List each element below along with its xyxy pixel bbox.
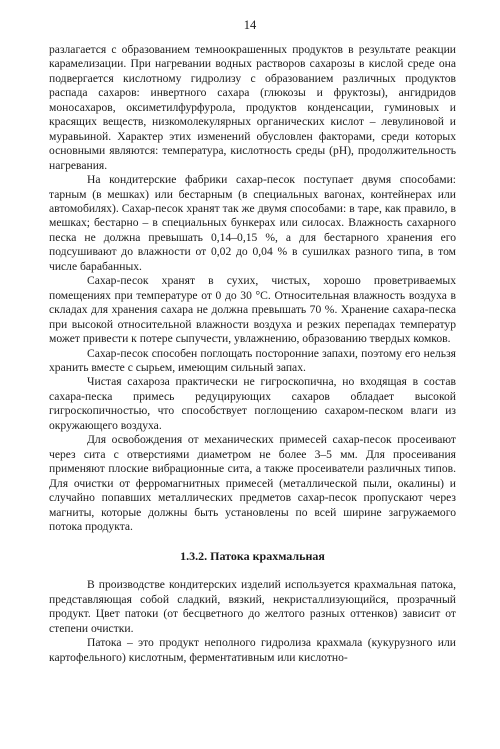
paragraph-starch-syrup-definition: Патока – это продукт неполного гидролиза крахмала (кукурузного или картофельного) кислотным, ферментативным или кислотно- — [49, 636, 456, 664]
paragraph-delivery-methods: На кондитерские фабрики сахар-песок поступает двумя способами: тарным (в мешках) или бестарным (в специальных вагонах, контейнерах или автомобилях). Сахар-песок хранят так же двумя способами: в таре, как правило, в мешках; бестарно – в специальных бункерах или силосах. Влажность сахарного песка не должна превышать 0,14–0,15 %, а для бестарного хранения его подсушивают до влажности от 0,02 до 0,04 % в сушилках разного типа, в том числе барабанных. — [49, 173, 456, 273]
page-body-text — [49, 43, 456, 665]
paragraph-sifting: Для освобождения от механических примесей сахар-песок просеивают через сита с отверстиями диаметром не более 3–5 мм. Для просеивания применяют плоские вибрационные сита, а также просеиватели различных типов. Для очистки от ферромагнитных примесей (металлической пыли, окалины) и случайно попавших металлических предметов сахар-песок пропускают через магниты, которые должны быть установлены по всей ширине загружаемого потока продукта. — [49, 433, 456, 533]
paragraph-odor-absorption: Сахар-песок способен поглощать посторонние запахи, поэтому его нельзя хранить вместе с сырьем, имеющим сильный запах. — [49, 346, 456, 374]
section-heading: 1.3.2. Патока крахмальная — [180, 549, 325, 564]
page-number: 14 — [243, 18, 257, 32]
paragraph-starch-syrup-intro: В производстве кондитерских изделий используется крахмальная патока, представляющая собой сладкий, вязкий, некристаллизующийся, прозрачный продукт. Цвет патоки (от бесцветного до желтого разных оттенков) зависит от степени очистки. — [49, 578, 456, 635]
paragraph-hygroscopicity: Чистая сахароза практически не гигроскопична, но входящая в состав сахара-песка примесь редуцирующих сахаров обладает высокой гигроскопичностью, что способствует поглощению сахаром-песком влаги из окружающего воздуха. — [49, 375, 456, 432]
paragraph-storage-conditions: Сахар-песок хранят в сухих, чистых, хорошо проветриваемых помещениях при температуре от 0 до 30 °C. Относительная влажность воздуха в складах для хранения сахара не должна превышать 70 %. Хранение сахара-песка при высокой относительной влажности воздуха и резких перепадах температур может привести к потере сыпучести, увлажнению, образованию твердых комков. — [49, 274, 456, 346]
paragraph-caramelization: разлагается с образованием темноокрашенных продуктов в результате реакции карамелизации. При нагревании водных растворов сахарозы в кислой среде она подвергается кислотному гидролизу с образованием различных продуктов распада сахаров: инвертного сахара (глюкозы и фруктозы), ангидридов моносахаров, оксиметилфурфурола, продуктов конденсации, гуминовых и красящих веществ, низкомолекулярных органических кислот – левулиновой и муравьиной. Характер этих изменений обусловлен факторами, среди которых основными являются: температура, кислотность среды (pH), продолжительность нагревания. — [49, 43, 456, 172]
